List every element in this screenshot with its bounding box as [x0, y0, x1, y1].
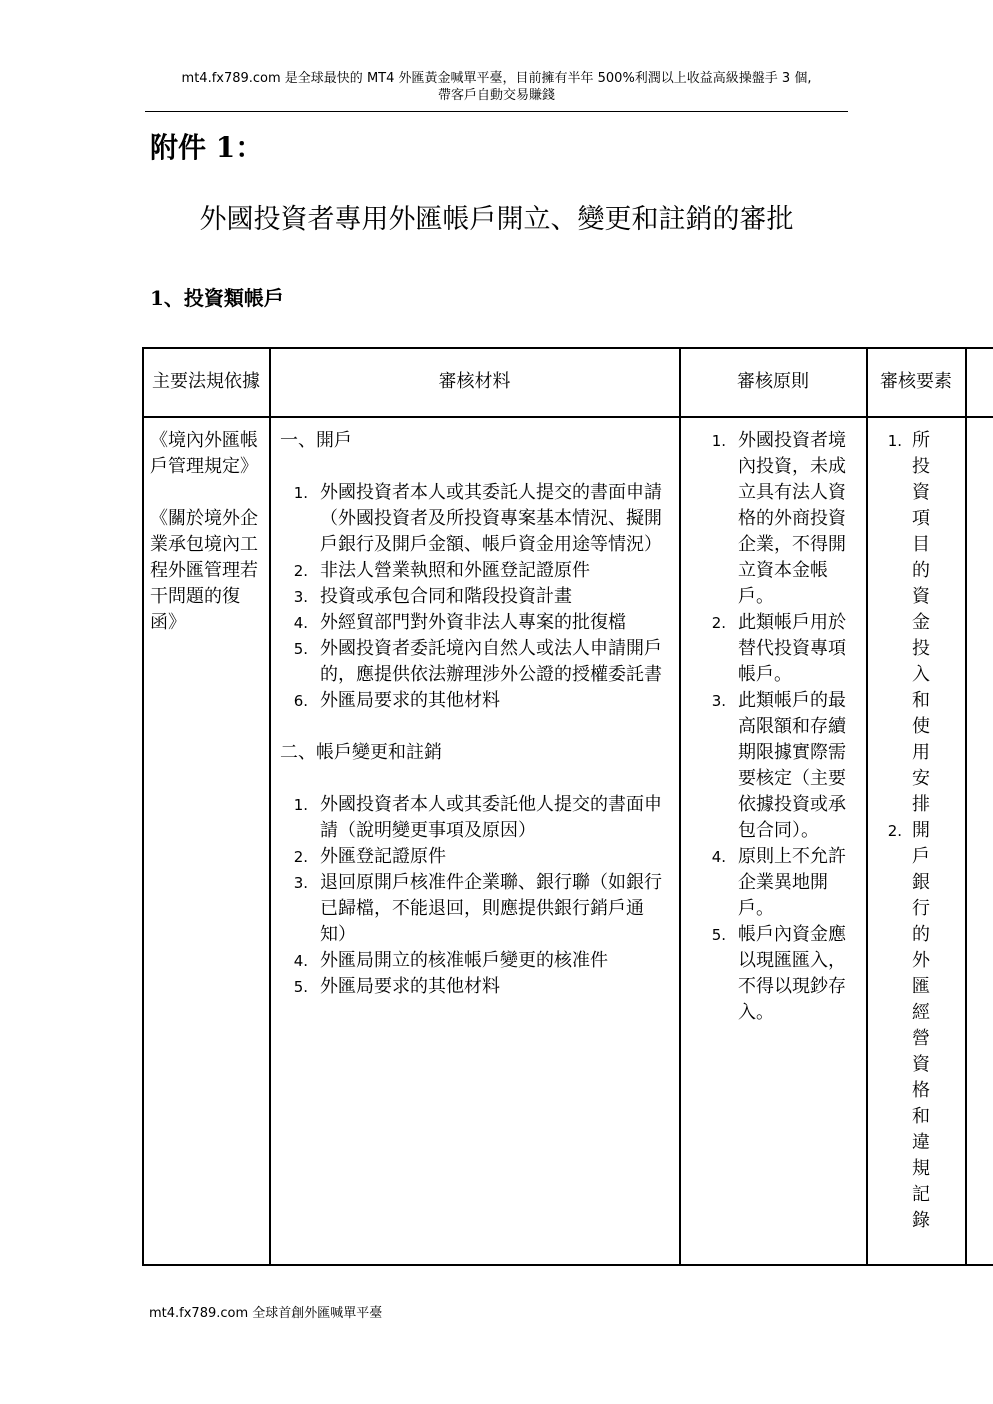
- list-item: [706, 688, 856, 844]
- list-number: 5.: [293, 640, 308, 658]
- materials-change-heading: 二、帳戶變更和註銷: [280, 742, 442, 763]
- list-item: [280, 558, 665, 584]
- header-materials: [272, 350, 677, 414]
- column-divider-3: [866, 347, 868, 1266]
- materials-open-list: [280, 480, 665, 714]
- section-heading: 1、投資類帳戶: [150, 286, 284, 310]
- list-text: 此類帳戶用於替代投資專項帳戶。: [738, 612, 846, 685]
- header-elements: [869, 350, 963, 414]
- list-item: [280, 636, 665, 688]
- list-text: 此類帳戶的最高限額和存續期限據實際需要核定（主要依據投資或承包合同）。: [738, 690, 846, 841]
- list-number: 4.: [293, 614, 308, 632]
- list-item: [280, 974, 665, 1000]
- list-text: 外國投資者境內投資，未成立具有法人資格的外商投資企業，不得開立資本金帳戶。: [738, 430, 846, 607]
- list-item: [280, 688, 665, 714]
- header-line-1: mt4.fx789.com 是全球最快的 MT4 外匯黃金喊單平臺，目前擁有半年 500%利潤以上收益高級操盤手 3 個,: [181, 71, 812, 86]
- list-text: 外匯局要求的其他材料: [320, 690, 500, 711]
- list-item: [880, 818, 960, 1234]
- list-number: 4.: [711, 848, 726, 866]
- materials-change-list: [280, 792, 665, 1000]
- list-item: [706, 610, 856, 688]
- list-number: 1.: [293, 484, 308, 502]
- list-number: 2.: [293, 562, 308, 580]
- list-item: [280, 610, 665, 636]
- list-item: [280, 480, 665, 558]
- page-footer: mt4.fx789.com 全球首創外匯喊單平臺: [149, 1306, 383, 1321]
- basis-cell: [150, 428, 262, 662]
- list-item: [706, 428, 856, 610]
- list-item: [880, 428, 960, 818]
- list-text: 原則上不允許企業異地開戶。: [738, 846, 846, 919]
- list-item: [706, 922, 856, 1026]
- materials-cell: [280, 428, 665, 1026]
- list-number: 3.: [293, 588, 308, 606]
- list-text: 外國投資者委託境內自然人或法人申請開戶的，應提供依法辦理涉外公證的授權委託書: [320, 638, 662, 685]
- principles-cell: [706, 428, 856, 1052]
- list-text: 所投資項目的資金投入和使用安排: [912, 430, 930, 815]
- list-text: 外國投資者本人或其委託人提交的書面申請（外國投資者及所投資專案基本情況、擬開戶銀行及開戶金額、帳戶資金用途等情況）: [320, 482, 662, 555]
- header-elements-text: 審核要素: [880, 371, 952, 392]
- page-header: [145, 70, 848, 104]
- header-principles: [682, 350, 864, 414]
- document-title: 外國投資者專用外匯帳戶開立、變更和註銷的審批: [199, 204, 794, 235]
- list-item: [706, 844, 856, 922]
- list-number: 3.: [293, 874, 308, 892]
- list-number: 6.: [293, 692, 308, 710]
- principles-list: [706, 428, 856, 1026]
- list-text: 外國投資者本人或其委託他人提交的書面申請（說明變更事項及原因）: [320, 794, 662, 841]
- list-text: 投資或承包合同和階段投資計畫: [320, 586, 572, 607]
- header-principles-text: 審核原則: [737, 371, 809, 392]
- attachment-label: 附件 1：: [150, 131, 264, 164]
- list-number: 2.: [711, 614, 726, 632]
- list-number: 5.: [293, 978, 308, 996]
- header-basis: [150, 350, 262, 414]
- header-line-2: 帶客戶自動交易賺錢: [437, 88, 555, 103]
- list-number: 5.: [711, 926, 726, 944]
- header-materials-text: 審核材料: [438, 371, 511, 392]
- header-basis-text: 主要法規依據: [152, 371, 260, 392]
- list-item: [280, 792, 665, 844]
- list-number: 4.: [293, 952, 308, 970]
- list-number: 3.: [711, 692, 726, 710]
- list-number: 1.: [711, 432, 726, 450]
- list-text: 開戶銀行的外匯經營資格和違規記錄: [912, 820, 930, 1231]
- list-number: 1.: [887, 432, 902, 450]
- list-item: [280, 584, 665, 610]
- list-text: 非法人營業執照和外匯登記證原件: [320, 560, 590, 581]
- table-left-border: [142, 347, 144, 1266]
- list-text: 外匯局開立的核准帳戶變更的核准件: [320, 950, 608, 971]
- list-text: 外匯登記證原件: [320, 846, 446, 867]
- list-text: 外匯局要求的其他材料: [320, 976, 500, 997]
- list-number: 2.: [887, 822, 902, 840]
- basis-regulation-1: 《境內外匯帳戶管理規定》: [150, 430, 258, 477]
- list-number: 1.: [293, 796, 308, 814]
- list-text: 帳戶內資金應以現匯匯入，不得以現鈔存入。: [738, 924, 846, 1023]
- list-item: [280, 844, 665, 870]
- list-text: 外經貿部門對外資非法人專案的批復檔: [320, 612, 626, 633]
- basis-regulation-2: 《關於境外企業承包境內工程外匯管理若干問題的復函》: [150, 508, 258, 633]
- list-text: 退回原開戶核准件企業聯、銀行聯（如銀行已歸檔，不能退回，則應提供銀行銷戶通知）: [320, 872, 662, 945]
- list-number: 2.: [293, 848, 308, 866]
- elements-list: [880, 428, 960, 1234]
- list-item: [280, 948, 665, 974]
- column-divider-1: [269, 347, 271, 1266]
- column-divider-2: [679, 347, 681, 1266]
- column-divider-4: [965, 347, 967, 1266]
- list-item: [280, 870, 665, 948]
- materials-open-heading: 一、開戶: [280, 430, 352, 451]
- header-divider: [145, 111, 848, 112]
- elements-cell: [880, 428, 960, 1260]
